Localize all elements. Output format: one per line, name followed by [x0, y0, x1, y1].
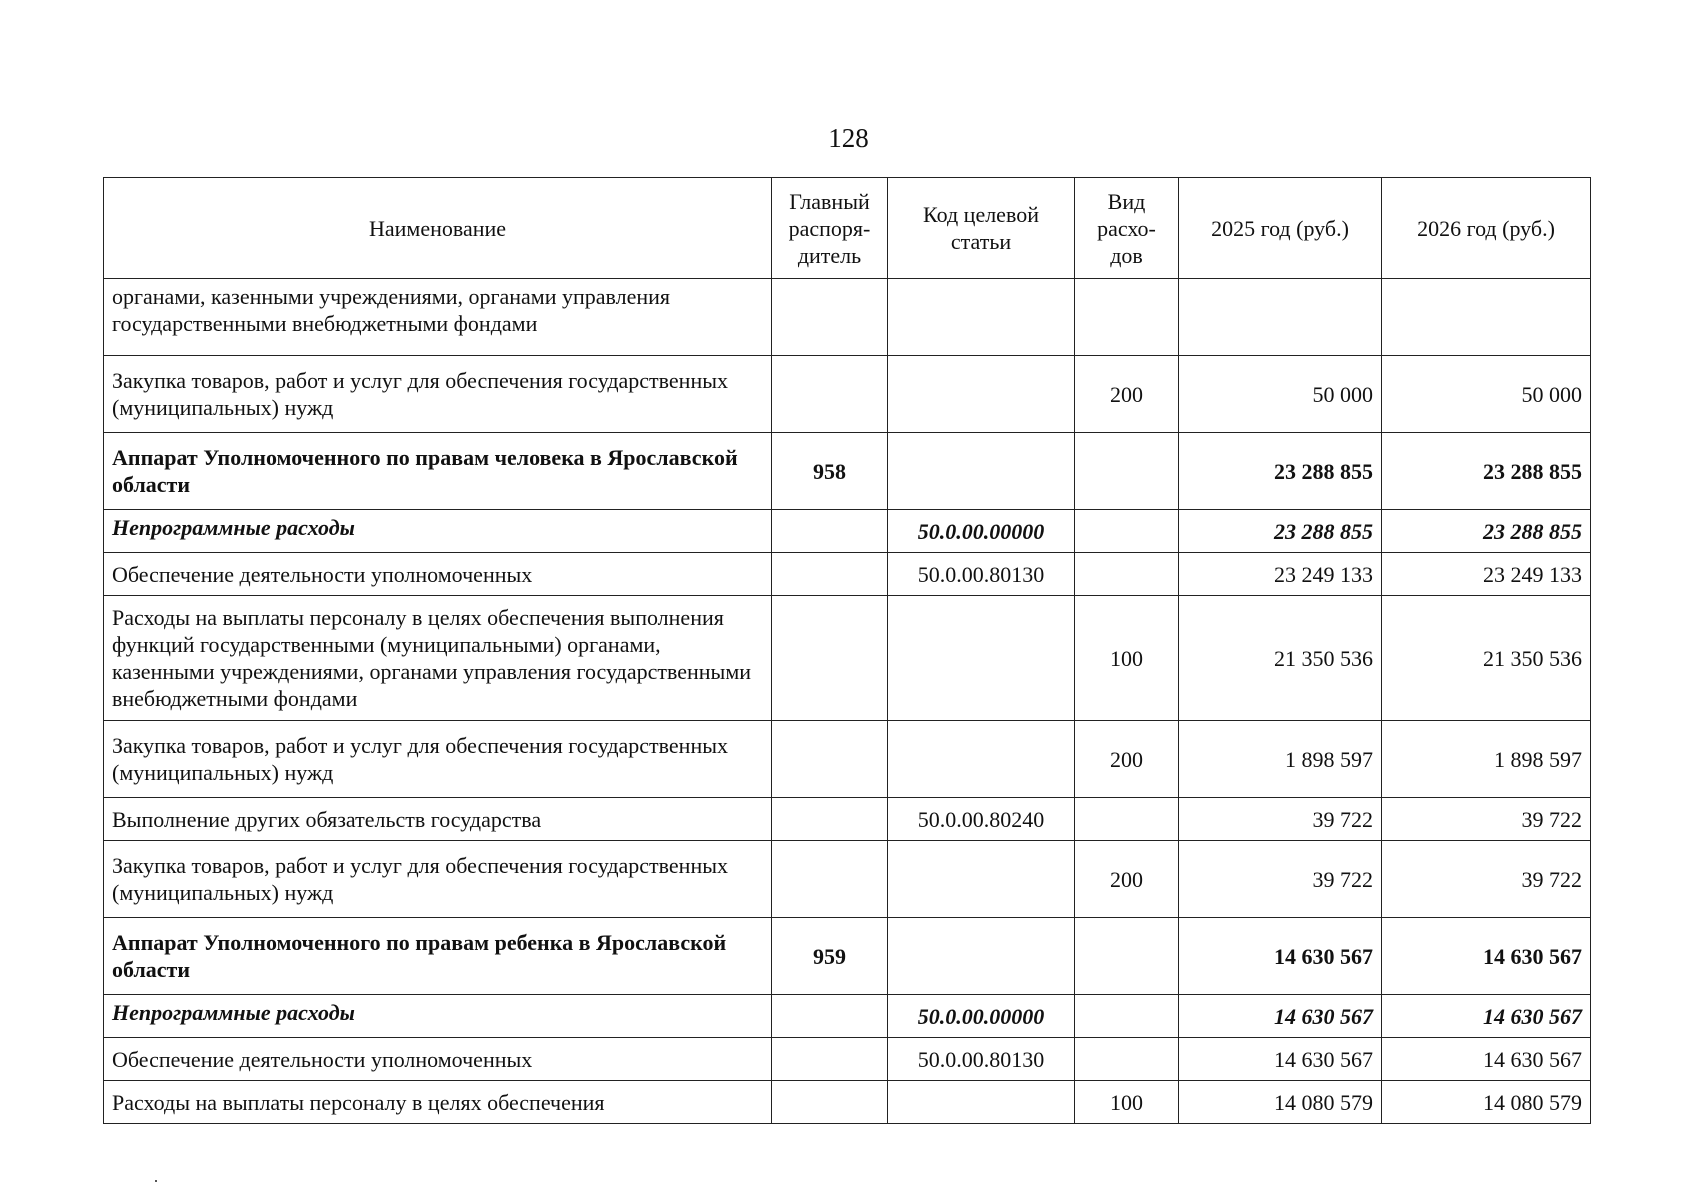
cell-name: Расходы на выплаты персоналу в целях обеспечения выполнения функций государственными (муниципальными) органами, казенными учреждениями, органами управления государственными внебюджетными фондами	[104, 596, 772, 721]
cell-expense-type	[1075, 1038, 1179, 1081]
table-row	[104, 1081, 1591, 1124]
cell-name: Непрограммные расходы	[104, 510, 772, 553]
cell-2026: 23 249 133	[1382, 553, 1591, 596]
header-chief-manager: Главный распоря-дитель	[772, 178, 888, 279]
cell-chief-manager	[772, 841, 888, 918]
cell-2025	[1179, 279, 1382, 356]
cell-expense-type	[1075, 995, 1179, 1038]
cell-target-code	[888, 596, 1075, 721]
cell-name: Аппарат Уполномоченного по правам ребенка в Ярославской области	[104, 918, 772, 995]
cell-2026: 14 630 567	[1382, 1038, 1591, 1081]
table-row	[104, 596, 1591, 721]
cell-expense-type: 100	[1075, 596, 1179, 721]
cell-expense-type	[1075, 510, 1179, 553]
cell-name: Непрограммные расходы	[104, 995, 772, 1038]
cell-2025: 39 722	[1179, 798, 1382, 841]
table-row	[104, 279, 1591, 356]
cell-name: Закупка товаров, работ и услуг для обеспечения государственных (муниципальных) нужд	[104, 841, 772, 918]
table-row	[104, 721, 1591, 798]
cell-chief-manager	[772, 596, 888, 721]
cell-chief-manager	[772, 279, 888, 356]
cell-target-code: 50.0.00.80130	[888, 553, 1075, 596]
cell-2025: 14 630 567	[1179, 995, 1382, 1038]
cell-target-code: 50.0.00.00000	[888, 510, 1075, 553]
cell-name: Закупка товаров, работ и услуг для обеспечения государственных (муниципальных) нужд	[104, 721, 772, 798]
cell-2025: 23 288 855	[1179, 433, 1382, 510]
table-row	[104, 798, 1591, 841]
cell-2025: 14 630 567	[1179, 1038, 1382, 1081]
cell-name: органами, казенными учреждениями, органами управления государственными внебюджетными фондами	[104, 279, 772, 356]
cell-name: Расходы на выплаты персоналу в целях обеспечения	[104, 1081, 772, 1124]
cell-2025: 23 288 855	[1179, 510, 1382, 553]
cell-expense-type: 200	[1075, 841, 1179, 918]
header-row	[104, 178, 1591, 279]
scan-speck	[155, 1180, 157, 1182]
cell-2025: 39 722	[1179, 841, 1382, 918]
cell-2026	[1382, 279, 1591, 356]
header-name: Наименование	[104, 178, 772, 279]
cell-2025: 1 898 597	[1179, 721, 1382, 798]
cell-2025: 50 000	[1179, 356, 1382, 433]
table-row	[104, 433, 1591, 510]
cell-target-code	[888, 721, 1075, 798]
cell-chief-manager	[772, 721, 888, 798]
table-body	[104, 279, 1591, 1124]
cell-chief-manager	[772, 1038, 888, 1081]
cell-name: Выполнение других обязательств государства	[104, 798, 772, 841]
cell-2026: 23 288 855	[1382, 433, 1591, 510]
table-row	[104, 841, 1591, 918]
cell-chief-manager	[772, 798, 888, 841]
header-2026: 2026 год (руб.)	[1382, 178, 1591, 279]
cell-target-code	[888, 356, 1075, 433]
cell-2026: 39 722	[1382, 841, 1591, 918]
table-row	[104, 510, 1591, 553]
cell-2026: 1 898 597	[1382, 721, 1591, 798]
cell-chief-manager	[772, 553, 888, 596]
cell-2026: 14 630 567	[1382, 918, 1591, 995]
cell-expense-type	[1075, 918, 1179, 995]
cell-name: Аппарат Уполномоченного по правам человека в Ярославской области	[104, 433, 772, 510]
cell-2026: 50 000	[1382, 356, 1591, 433]
cell-target-code	[888, 1081, 1075, 1124]
cell-2026: 23 288 855	[1382, 510, 1591, 553]
cell-2026: 14 080 579	[1382, 1081, 1591, 1124]
cell-target-code	[888, 433, 1075, 510]
cell-expense-type	[1075, 553, 1179, 596]
cell-2025: 23 249 133	[1179, 553, 1382, 596]
cell-expense-type	[1075, 279, 1179, 356]
cell-chief-manager	[772, 356, 888, 433]
cell-chief-manager	[772, 995, 888, 1038]
table-row	[104, 995, 1591, 1038]
page-number: 128	[828, 123, 869, 153]
cell-2025: 21 350 536	[1179, 596, 1382, 721]
cell-expense-type	[1075, 433, 1179, 510]
budget-table	[103, 177, 1591, 1124]
table-row	[104, 553, 1591, 596]
cell-2025: 14 630 567	[1179, 918, 1382, 995]
cell-target-code	[888, 918, 1075, 995]
cell-target-code	[888, 841, 1075, 918]
cell-expense-type: 200	[1075, 721, 1179, 798]
header-target-code: Код целевой статьи	[888, 178, 1075, 279]
cell-target-code	[888, 279, 1075, 356]
cell-target-code: 50.0.00.00000	[888, 995, 1075, 1038]
cell-expense-type: 100	[1075, 1081, 1179, 1124]
table-row	[104, 918, 1591, 995]
table-row	[104, 356, 1591, 433]
cell-2026: 39 722	[1382, 798, 1591, 841]
table-header	[104, 178, 1591, 279]
cell-name: Обеспечение деятельности уполномоченных	[104, 553, 772, 596]
cell-target-code: 50.0.00.80240	[888, 798, 1075, 841]
cell-target-code: 50.0.00.80130	[888, 1038, 1075, 1081]
cell-2026: 14 630 567	[1382, 995, 1591, 1038]
cell-2025: 14 080 579	[1179, 1081, 1382, 1124]
cell-name: Обеспечение деятельности уполномоченных	[104, 1038, 772, 1081]
cell-chief-manager: 959	[772, 918, 888, 995]
cell-name: Закупка товаров, работ и услуг для обеспечения государственных (муниципальных) нужд	[104, 356, 772, 433]
cell-expense-type: 200	[1075, 356, 1179, 433]
cell-2026: 21 350 536	[1382, 596, 1591, 721]
cell-chief-manager: 958	[772, 433, 888, 510]
header-2025: 2025 год (руб.)	[1179, 178, 1382, 279]
header-expense-type: Вид расхо-дов	[1075, 178, 1179, 279]
cell-chief-manager	[772, 510, 888, 553]
cell-chief-manager	[772, 1081, 888, 1124]
cell-expense-type	[1075, 798, 1179, 841]
table-row	[104, 1038, 1591, 1081]
